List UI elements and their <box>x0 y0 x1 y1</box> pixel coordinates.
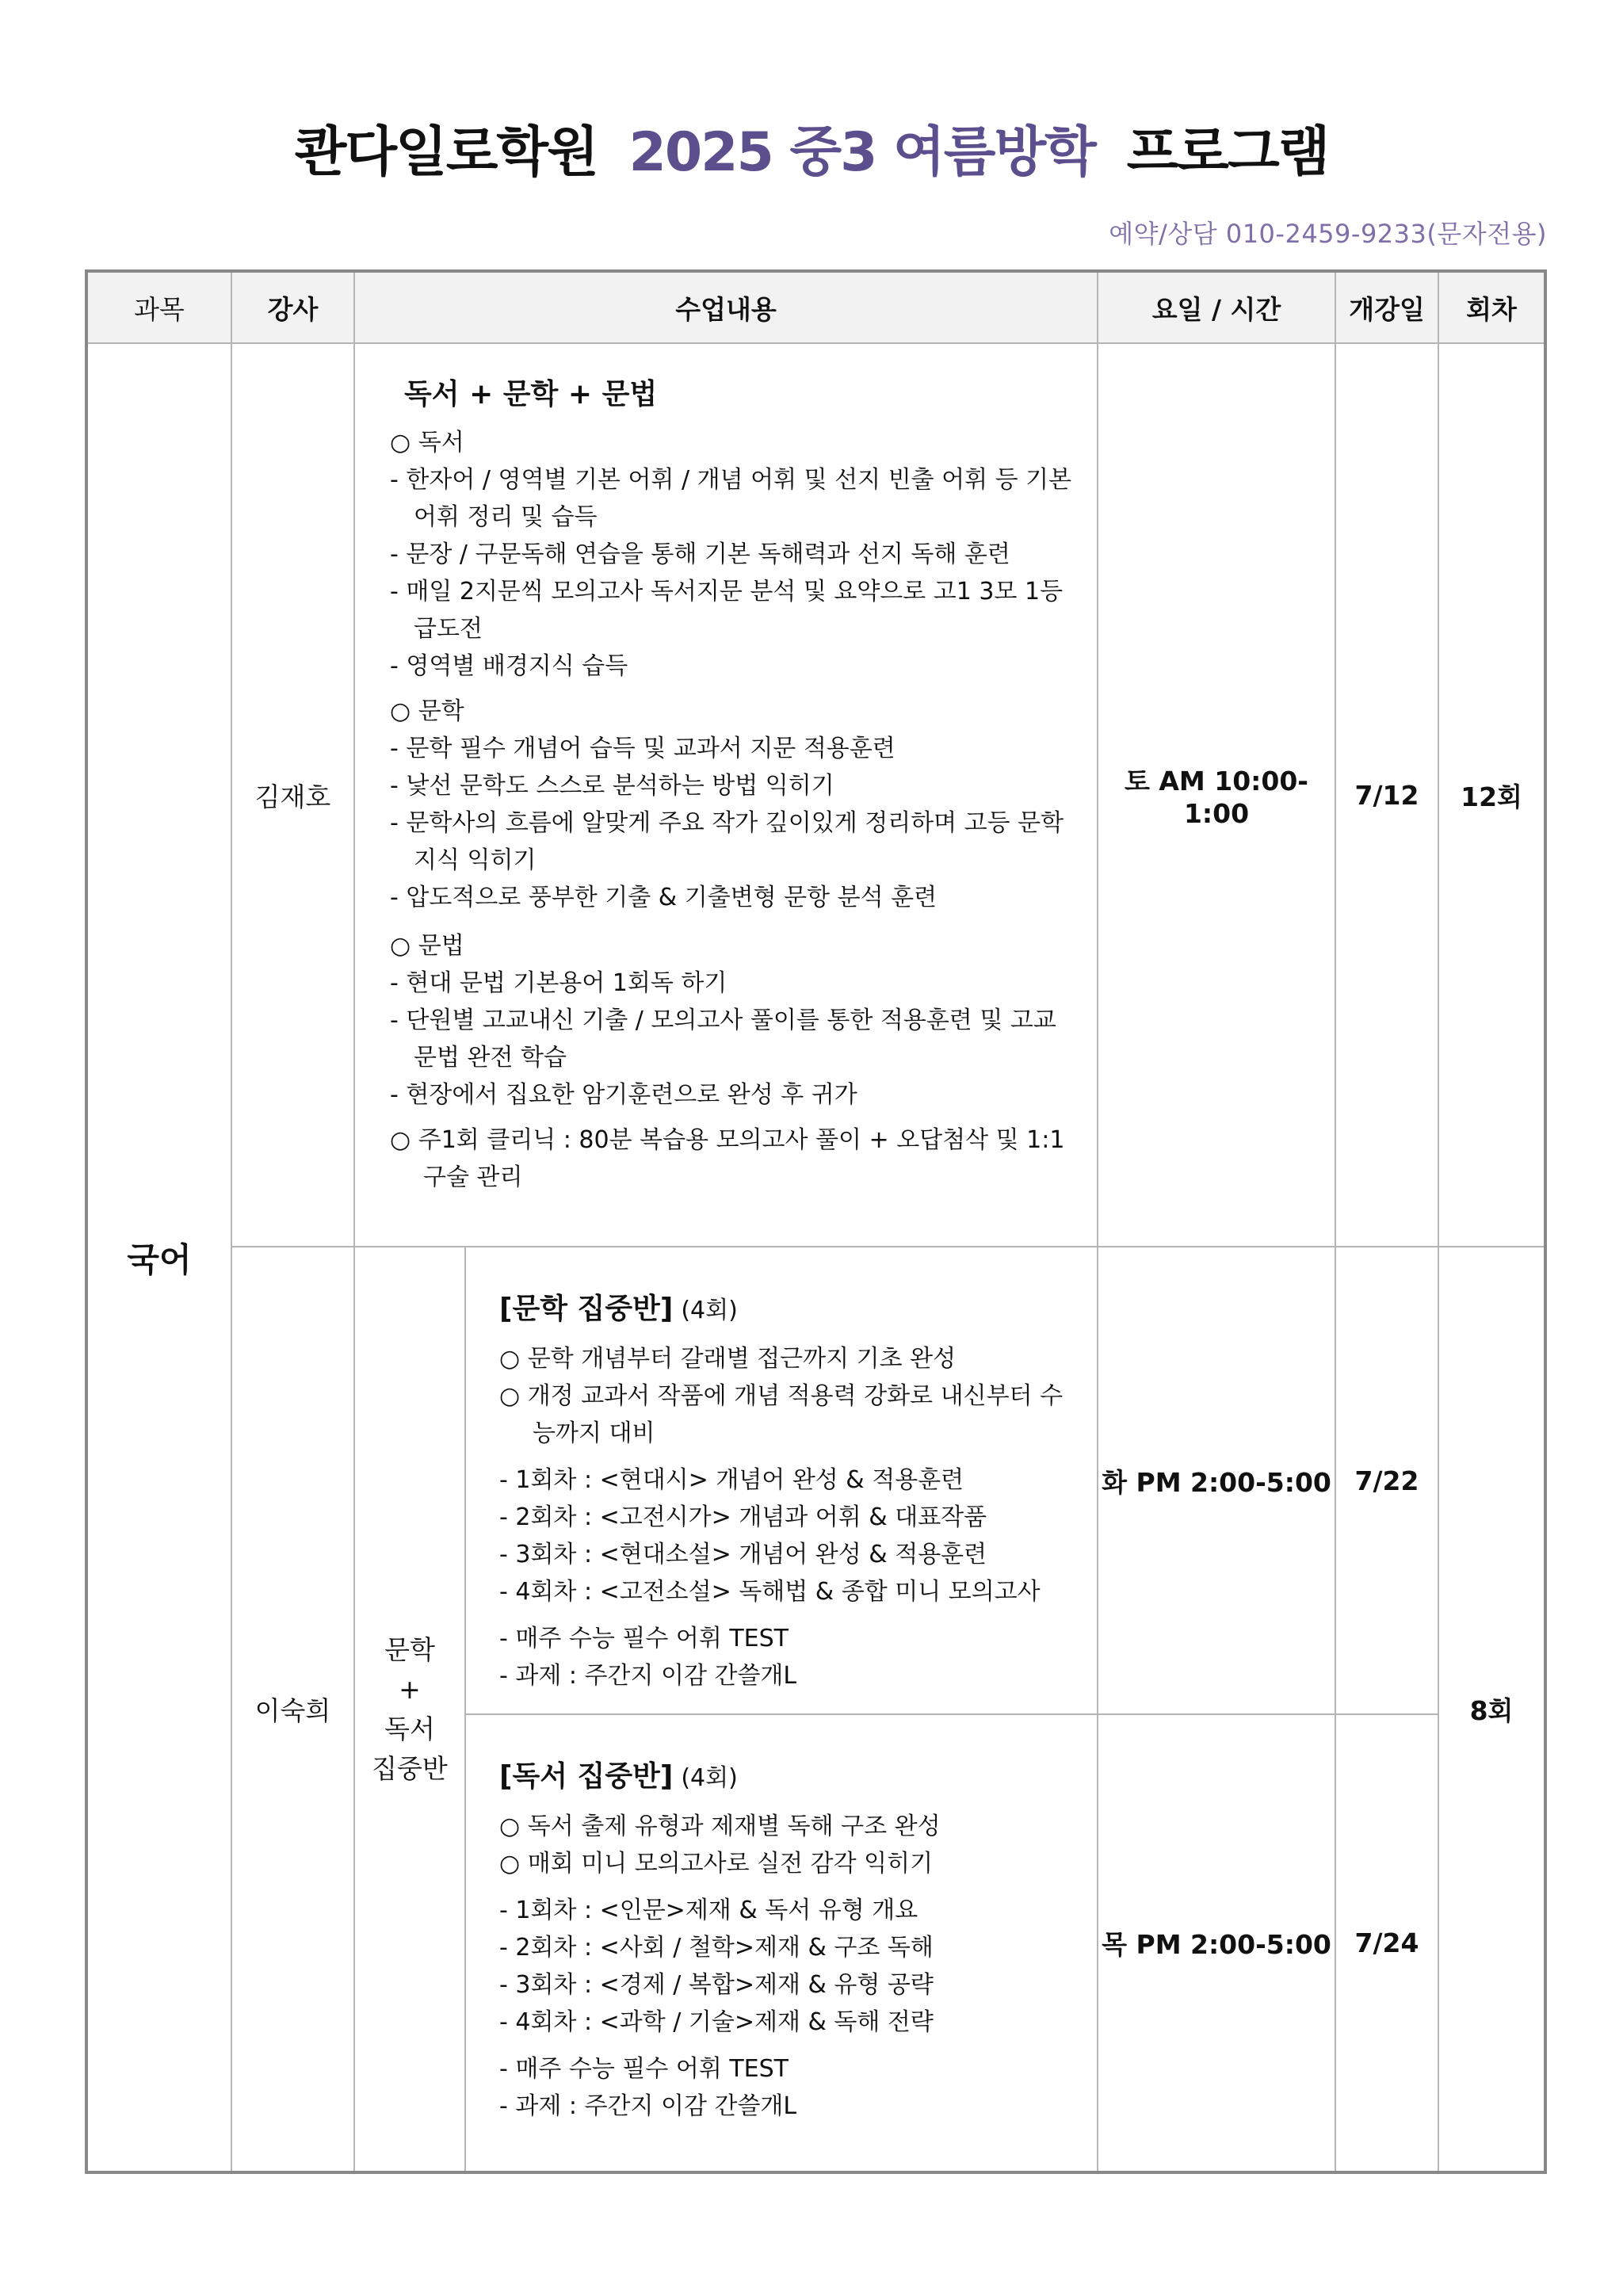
list-item: ○ 독서 출제 유형과 제재별 독해 구조 완성 <box>499 1813 941 1840</box>
header-session-count: 회차 <box>1438 271 1545 343</box>
course-title <box>499 1290 1081 1329</box>
program-suffix: 프로그램 <box>1126 121 1329 184</box>
course-label-line: 독서 <box>384 1713 435 1744</box>
academy-name: 콴다일로학원 <box>294 121 598 184</box>
list-item: - 3회차 : <경제 / 복합>제재 & 유형 공략 <box>499 1971 934 1999</box>
list-item: - 낯선 문학도 스스로 분석하는 방법 익히기 <box>390 772 834 800</box>
list-item: - 압도적으로 풍부한 기출 & 기출변형 문항 분석 훈련 <box>390 884 938 911</box>
list-item: - 문학 필수 개념어 습득 및 교과서 지문 적용훈련 <box>390 735 896 762</box>
table-header-row <box>86 271 1545 343</box>
schedule-cell: 화 PM 2:00-5:00 <box>1098 1247 1335 1714</box>
course-title <box>499 1758 1081 1797</box>
table-row <box>86 343 1545 1247</box>
course-content-cell <box>354 343 1098 1247</box>
start-date-cell: 7/24 <box>1335 1714 1438 2172</box>
list-item: - 현대 문법 기본용어 1회독 하기 <box>390 969 727 997</box>
start-date-cell: 7/12 <box>1335 343 1438 1247</box>
list-item: - 문장 / 구문독해 연습을 통해 기본 독해력과 선지 독해 훈련 <box>390 541 1010 568</box>
contact-info: 예약/상담 010-2459-9233(문자전용) <box>1109 219 1547 249</box>
start-date-cell: 7/22 <box>1335 1247 1438 1714</box>
page-title <box>0 117 1623 189</box>
header-schedule: 요일 / 시간 <box>1098 271 1335 343</box>
list-item: - 과제 : 주간지 이감 간쓸개L <box>499 1662 797 1690</box>
header-content: 수업내용 <box>354 271 1098 343</box>
course-label-line: 집중반 <box>372 1752 448 1784</box>
header-teacher: 강사 <box>231 271 354 343</box>
session-count-cell: 8회 <box>1438 1247 1545 2172</box>
list-item: - 매일 2지문씩 모의고사 독서지문 분석 및 요약으로 고1 3모 1등급도전 <box>390 578 1064 643</box>
schedule-cell: 목 PM 2:00-5:00 <box>1098 1714 1335 2172</box>
list-item: - 4회차 : <과학 / 기술>제재 & 독해 전략 <box>499 2008 934 2036</box>
list-item: - 현장에서 집요한 암기훈련으로 완성 후 귀가 <box>390 1081 857 1109</box>
section-heading: ○ 문학 <box>390 697 464 725</box>
clinic-note: ○ 주1회 클리닉 : 80분 복습용 모의고사 풀이 + 오답첨삭 및 1:1 구술 관리 <box>390 1126 1065 1191</box>
course-label-line: 문학 <box>384 1633 435 1665</box>
course-title-text: [문학 집중반] <box>499 1293 674 1325</box>
teacher-cell: 김재호 <box>231 343 354 1247</box>
list-item: - 문학사의 흐름에 알맞게 주요 작가 깊이있게 정리하며 고등 문학 지식 익히기 <box>390 809 1064 874</box>
list-item: ○ 개정 교과서 작품에 개념 적용력 강화로 내신부터 수능까지 대비 <box>499 1382 1064 1447</box>
list-item: ○ 문학 개념부터 갈래별 접근까지 기초 완성 <box>499 1345 957 1373</box>
list-item: - 단원별 고교내신 기출 / 모의고사 풀이를 통한 적용훈련 및 고교 문법 완전 학습 <box>390 1007 1056 1072</box>
course-content-cell <box>465 1247 1098 1714</box>
course-label-line: + <box>399 1673 421 1705</box>
section-heading: ○ 문법 <box>390 932 464 960</box>
course-session-note: (4회) <box>681 1297 738 1324</box>
session-count-cell: 12회 <box>1438 343 1545 1247</box>
course-content-cell <box>465 1714 1098 2172</box>
schedule-table <box>85 269 1547 2174</box>
table-row <box>86 1247 1545 1714</box>
subject-cell: 국어 <box>86 343 231 2172</box>
list-item: - 2회차 : <고전시가> 개념과 어휘 & 대표작품 <box>499 1503 987 1531</box>
list-item: - 매주 수능 필수 어휘 TEST <box>499 2055 789 2083</box>
course-session-note: (4회) <box>681 1764 738 1792</box>
course-title-text: [독서 집중반] <box>499 1760 674 1793</box>
teacher-cell: 이숙희 <box>231 1247 354 2172</box>
list-item: - 2회차 : <사회 / 철학>제재 & 구조 독해 <box>499 1934 934 1962</box>
list-item: - 매주 수능 필수 어휘 TEST <box>499 1625 789 1652</box>
list-item: - 3회차 : <현대소설> 개념어 완성 & 적용훈련 <box>499 1541 987 1568</box>
course-label-cell <box>354 1247 465 2172</box>
program-name: 2025 중3 여름방학 <box>628 121 1095 184</box>
list-item: - 1회차 : <인문>제재 & 독서 유형 개요 <box>499 1897 918 1924</box>
list-item: - 1회차 : <현대시> 개념어 완성 & 적용훈련 <box>499 1466 964 1494</box>
list-item: - 4회차 : <고전소설> 독해법 & 종합 미니 모의고사 <box>499 1578 1041 1606</box>
section-heading: ○ 독서 <box>390 429 464 457</box>
list-item: - 한자어 / 영역별 기본 어휘 / 개념 어휘 및 선지 빈출 어휘 등 기본 어휘 정리 및 습득 <box>390 466 1072 531</box>
schedule-cell: 토 AM 10:00-1:00 <box>1098 343 1335 1247</box>
list-item: - 과제 : 주간지 이감 간쓸개L <box>499 2092 797 2120</box>
header-subject: 과목 <box>86 271 231 343</box>
course-title: 독서 + 문학 + 문법 <box>404 378 658 411</box>
list-item: - 영역별 배경지식 습득 <box>390 652 628 680</box>
header-start-date: 개강일 <box>1335 271 1438 343</box>
list-item: ○ 매회 미니 모의고사로 실전 감각 익히기 <box>499 1850 934 1878</box>
